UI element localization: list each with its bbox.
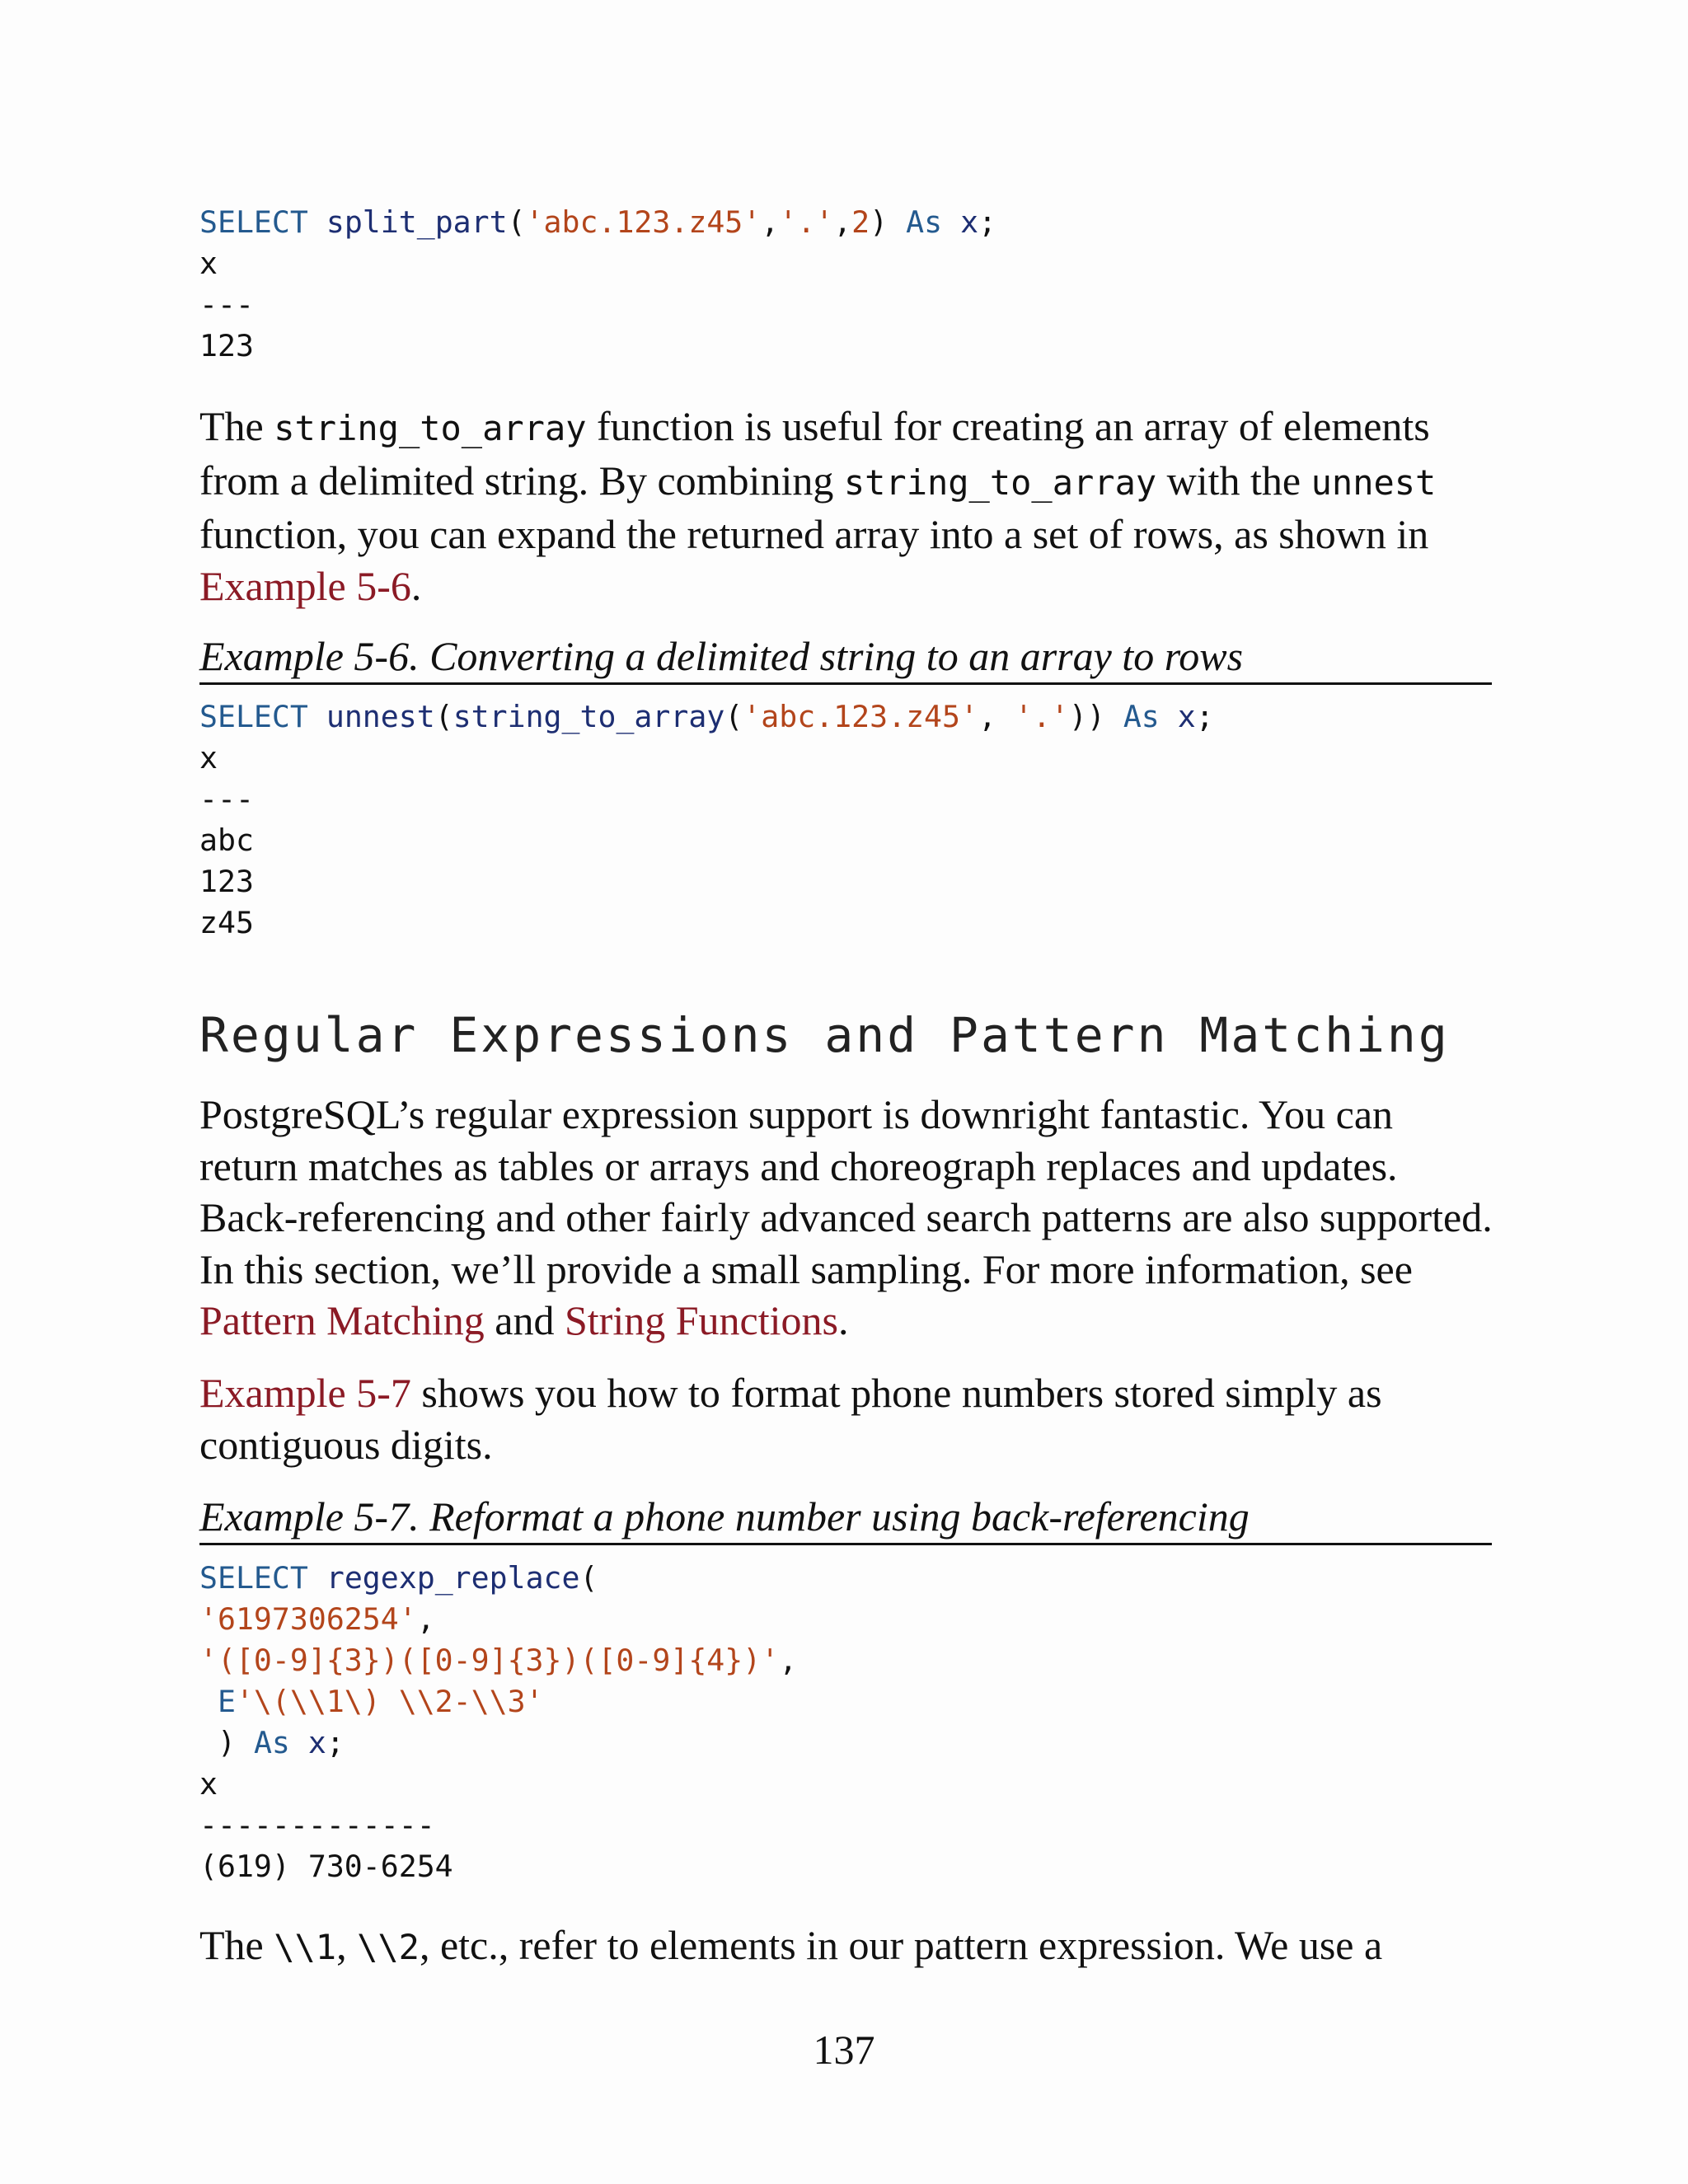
sql-keyword: SELECT — [199, 699, 308, 734]
code-output: x --- 123 — [199, 246, 254, 363]
sql-punct: ) — [199, 1725, 236, 1760]
text: , — [336, 1922, 358, 1968]
example-5-6-caption: Example 5-6. Converting a delimited string to an array to rows — [199, 631, 1492, 685]
sql-punct: ( — [434, 699, 453, 734]
sql-keyword: As — [253, 1725, 290, 1760]
sql-string: '([0-9]{3})([0-9]{3})([0-9]{4})' — [199, 1643, 780, 1678]
paragraph-phone-format — [199, 1367, 1493, 1470]
paragraph-backreference — [199, 1919, 1493, 1974]
code-block-split-part — [199, 202, 996, 367]
text: . — [837, 1297, 849, 1343]
text: shows you how to format phone numbers stored simply as contiguous digits. — [199, 1370, 1382, 1468]
sql-punct: ( — [724, 699, 743, 734]
paragraph-regex-intro — [199, 1089, 1493, 1347]
sql-punct: , — [779, 1643, 798, 1678]
inline-code: string_to_array — [274, 408, 587, 448]
sql-function: regexp_replace — [326, 1560, 580, 1596]
sql-punct: , — [416, 1601, 435, 1637]
code-block-unnest — [199, 696, 1214, 944]
sql-string: 'abc.123.z45' — [525, 204, 762, 240]
text: with the — [1156, 457, 1311, 504]
sql-string: '6197306254' — [199, 1601, 417, 1637]
sql-punct: , — [978, 699, 1015, 734]
sql-punct: , — [761, 204, 780, 240]
sql-punct: ; — [326, 1725, 345, 1760]
text: function, you can expand the returned array into a set of rows, as shown in — [199, 511, 1429, 557]
sql-keyword: SELECT — [199, 1560, 308, 1596]
paragraph-string-to-array — [199, 401, 1493, 612]
sql-string: '.' — [1014, 699, 1069, 734]
text: . — [410, 562, 422, 609]
sql-string: 'abc.123.z45' — [743, 699, 978, 734]
code-block-regexp-replace — [199, 1558, 797, 1887]
text: The — [199, 1922, 274, 1968]
page-number: 137 — [813, 2027, 875, 2073]
sql-function: unnest — [326, 699, 435, 734]
sql-string: '.' — [779, 204, 834, 240]
inline-code: \\1 — [274, 1927, 337, 1967]
sql-number: 2 — [851, 204, 870, 240]
sql-punct: , — [833, 204, 852, 240]
text: , etc., refer to elements in our pattern expression. We use a — [419, 1922, 1383, 1968]
inline-code: unnest — [1311, 462, 1437, 503]
pattern-matching-link[interactable]: Pattern Matching — [199, 1297, 485, 1343]
text: The — [199, 403, 274, 449]
example-5-7-caption: Example 5-7. Reformat a phone number using back-referencing — [199, 1492, 1492, 1545]
text: and — [484, 1297, 565, 1343]
sql-function: string_to_array — [452, 699, 725, 734]
section-heading: Regular Expressions and Pattern Matching — [199, 1007, 1450, 1063]
sql-function: split_part — [326, 204, 508, 240]
sql-escape-prefix: E — [199, 1684, 236, 1719]
sql-keyword: As — [1123, 699, 1160, 734]
sql-alias: x — [960, 204, 979, 240]
inline-code: string_to_array — [843, 462, 1157, 503]
sql-punct: )) — [1068, 699, 1105, 734]
text: function is useful for creating an array of elements from a delimited string. By combining — [199, 403, 1430, 504]
example-5-6-link[interactable]: Example 5-6 — [199, 562, 411, 609]
code-output: x ------------- (619) 730-6254 — [199, 1766, 453, 1884]
code-output: x --- abc 123 z45 — [199, 740, 254, 940]
inline-code: \\2 — [357, 1927, 420, 1967]
sql-keyword: As — [906, 204, 943, 240]
sql-punct: ; — [1195, 699, 1214, 734]
sql-alias: x — [1177, 699, 1196, 734]
sql-punct: ( — [579, 1560, 598, 1596]
sql-punct: ; — [978, 204, 997, 240]
text: PostgreSQL’s regular expression support is downright fantastic. You can return matches as tables or arrays and choreograph replaces and updates. Back-referencing and other fairly advanced search patterns are also supported. In this section, we’ll provide a small sampling. For more information, see — [199, 1091, 1493, 1292]
string-functions-link[interactable]: String Functions — [564, 1297, 838, 1343]
sql-keyword: SELECT — [199, 204, 308, 240]
sql-string: '\(\\1\) \\2-\\3' — [235, 1684, 544, 1719]
sql-punct: ) — [870, 204, 889, 240]
sql-punct: ( — [507, 204, 526, 240]
sql-alias: x — [307, 1725, 326, 1760]
example-5-7-link[interactable]: Example 5-7 — [199, 1370, 411, 1416]
